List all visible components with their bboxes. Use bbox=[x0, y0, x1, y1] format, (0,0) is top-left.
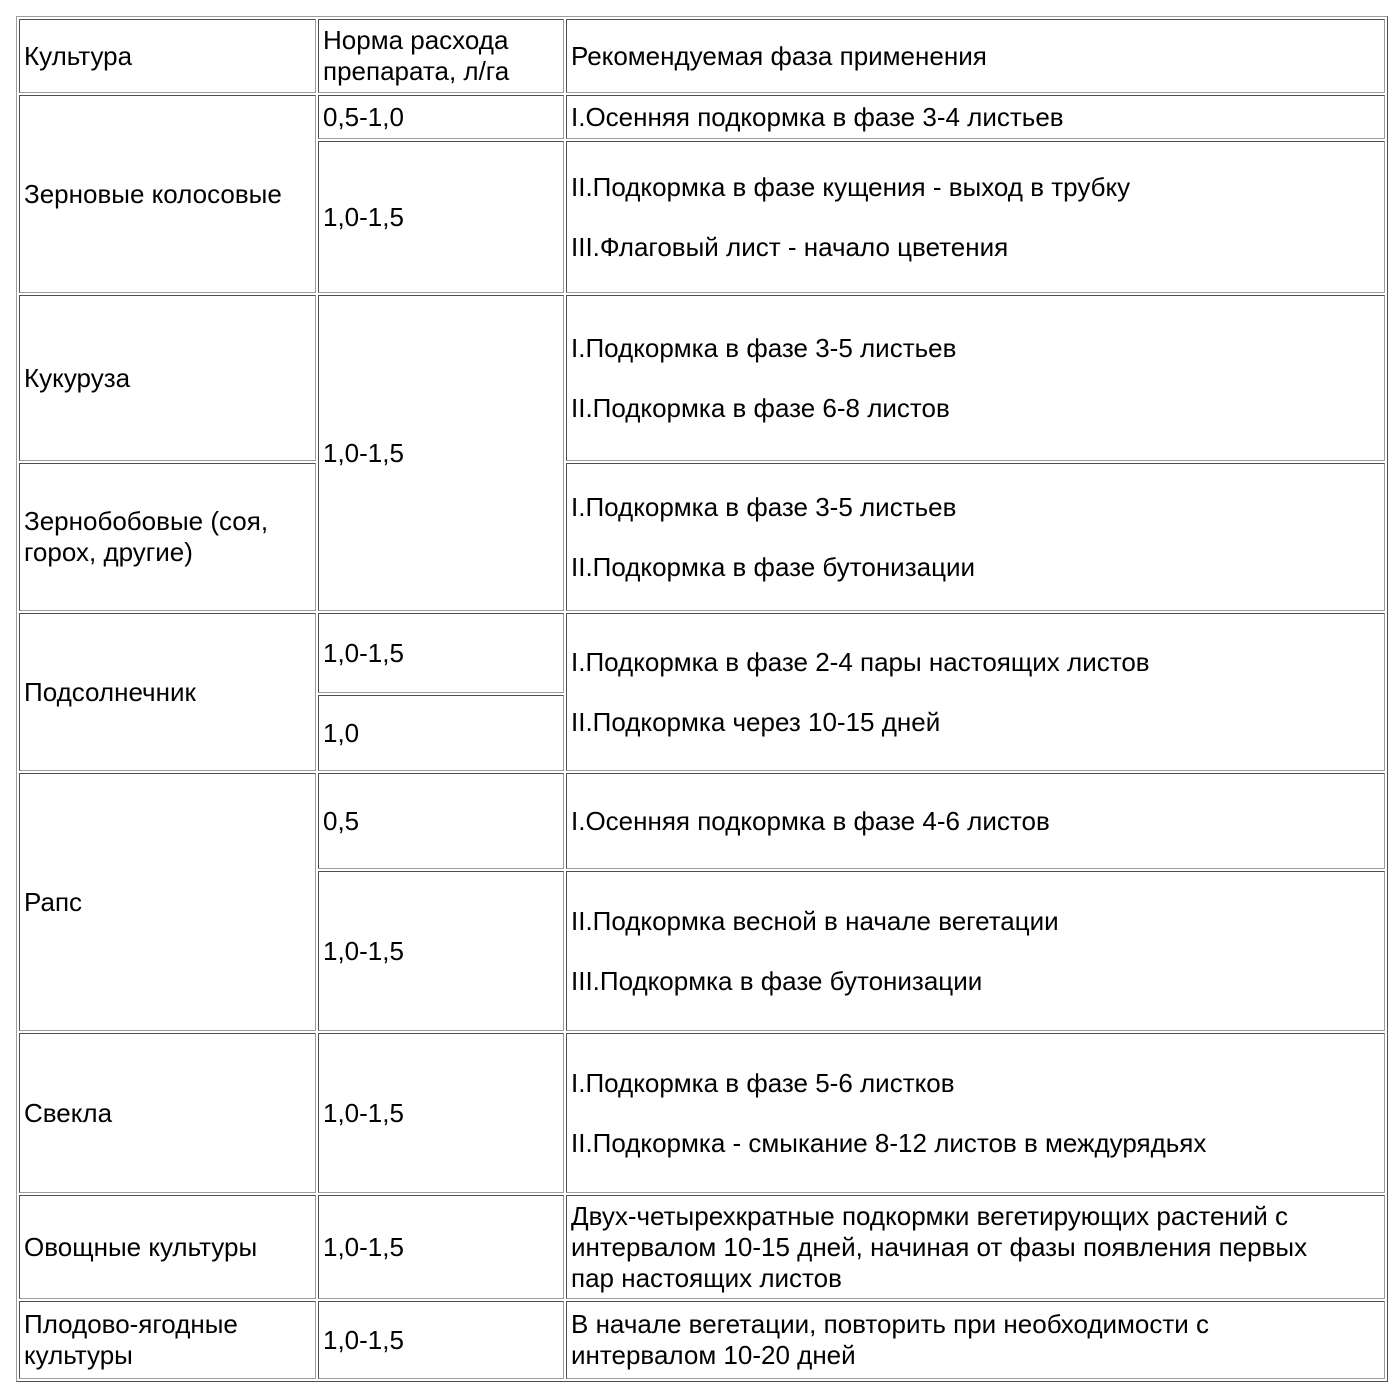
cell-phase-cereals-1 bbox=[566, 95, 1385, 139]
phase-line: I.Подкормка в фазе 3-5 листьев bbox=[571, 332, 957, 363]
cell-rate-rapeseed-2: 1,0-1,5 bbox=[318, 871, 564, 1031]
cell-rate-rapeseed-1: 0,5 bbox=[318, 773, 564, 869]
phase-line: III.Флаговый лист - начало цветения bbox=[571, 231, 1009, 262]
phase-line: I.Подкормка в фазе 5-6 листков bbox=[571, 1067, 955, 1098]
phase-line: I.Подкормка в фазе 3-5 листьев bbox=[571, 491, 957, 522]
table-row-vegetables bbox=[19, 1195, 1385, 1299]
phase-line: II.Подкормка в фазе кущения - выход в трубку bbox=[571, 171, 1131, 202]
table-header-row bbox=[19, 19, 1385, 93]
cell-phase-vegetables bbox=[566, 1195, 1385, 1299]
phase-line: III.Подкормка в фазе бутонизации bbox=[571, 965, 983, 996]
table-row-fruit-berry bbox=[19, 1301, 1385, 1379]
table-row-corn bbox=[19, 295, 1385, 461]
cell-phase-fruit-berry bbox=[566, 1301, 1385, 1379]
cell-culture-rapeseed: Рапс bbox=[19, 773, 316, 1031]
cell-phase-beet bbox=[566, 1033, 1385, 1193]
cell-culture-legumes: Зернобобовые (соя, горох, другие) bbox=[19, 463, 316, 611]
table-row-cereals-1 bbox=[19, 95, 1385, 139]
cell-phase-rapeseed-2 bbox=[566, 871, 1385, 1031]
cell-rate-corn-legumes: 1,0-1,5 bbox=[318, 295, 564, 611]
phase-line: II.Подкормка весной в начале вегетации bbox=[571, 905, 1059, 936]
phase-line: I.Осенняя подкормка в фазе 4-6 листов bbox=[571, 805, 1050, 836]
cell-rate-fruit-berry: 1,0-1,5 bbox=[318, 1301, 564, 1379]
header-phase: Рекомендуемая фаза применения bbox=[566, 19, 1385, 93]
phase-line: В начале вегетации, повторить при необходимости с интервалом 10-20 дней bbox=[571, 1309, 1210, 1370]
cell-culture-cereals: Зерновые колосовые bbox=[19, 95, 316, 293]
cell-phase-legumes bbox=[566, 463, 1385, 611]
phase-line: II.Подкормка в фазе бутонизации bbox=[571, 551, 976, 582]
cell-phase-corn bbox=[566, 295, 1385, 461]
cell-rate-sunflower-1: 1,0-1,5 bbox=[318, 613, 564, 693]
cell-rate-sunflower-2: 1,0 bbox=[318, 695, 564, 771]
phase-line: II.Подкормка - смыкание 8-12 листов в междурядьях bbox=[571, 1127, 1207, 1158]
cell-culture-vegetables: Овощные культуры bbox=[19, 1195, 316, 1299]
table-row-beet bbox=[19, 1033, 1385, 1193]
table-row-rapeseed-1 bbox=[19, 773, 1385, 869]
cell-rate-cereals-1: 0,5-1,0 bbox=[318, 95, 564, 139]
cell-culture-corn: Кукуруза bbox=[19, 295, 316, 461]
header-rate: Норма расхода препарата, л/га bbox=[318, 19, 564, 93]
cell-rate-cereals-2: 1,0-1,5 bbox=[318, 141, 564, 293]
cell-phase-rapeseed-1 bbox=[566, 773, 1385, 869]
cell-phase-sunflower bbox=[566, 613, 1385, 771]
cell-rate-vegetables: 1,0-1,5 bbox=[318, 1195, 564, 1299]
cell-phase-cereals-2 bbox=[566, 141, 1385, 293]
table-row-legumes bbox=[19, 463, 1385, 611]
cell-culture-beet: Свекла bbox=[19, 1033, 316, 1193]
crop-application-rates-table bbox=[16, 16, 1388, 1382]
phase-line: I.Осенняя подкормка в фазе 3-4 листьев bbox=[571, 101, 1064, 132]
cell-rate-beet: 1,0-1,5 bbox=[318, 1033, 564, 1193]
cell-culture-fruit-berry: Плодово-ягодные культуры bbox=[19, 1301, 316, 1379]
phase-line: II.Подкормка через 10-15 дней bbox=[571, 706, 941, 737]
phase-line: I.Подкормка в фазе 2-4 пары настоящих листов bbox=[571, 646, 1150, 677]
header-culture: Культура bbox=[19, 19, 316, 93]
cell-culture-sunflower: Подсолнечник bbox=[19, 613, 316, 771]
table-row-sunflower-1 bbox=[19, 613, 1385, 693]
phase-line: II.Подкормка в фазе 6-8 листов bbox=[571, 392, 950, 423]
phase-line: Двух-четырехкратные подкормки вегетирующих растений с интервалом 10-15 дней, начиная от фазы появления первых пар настоящих листов bbox=[571, 1200, 1308, 1293]
